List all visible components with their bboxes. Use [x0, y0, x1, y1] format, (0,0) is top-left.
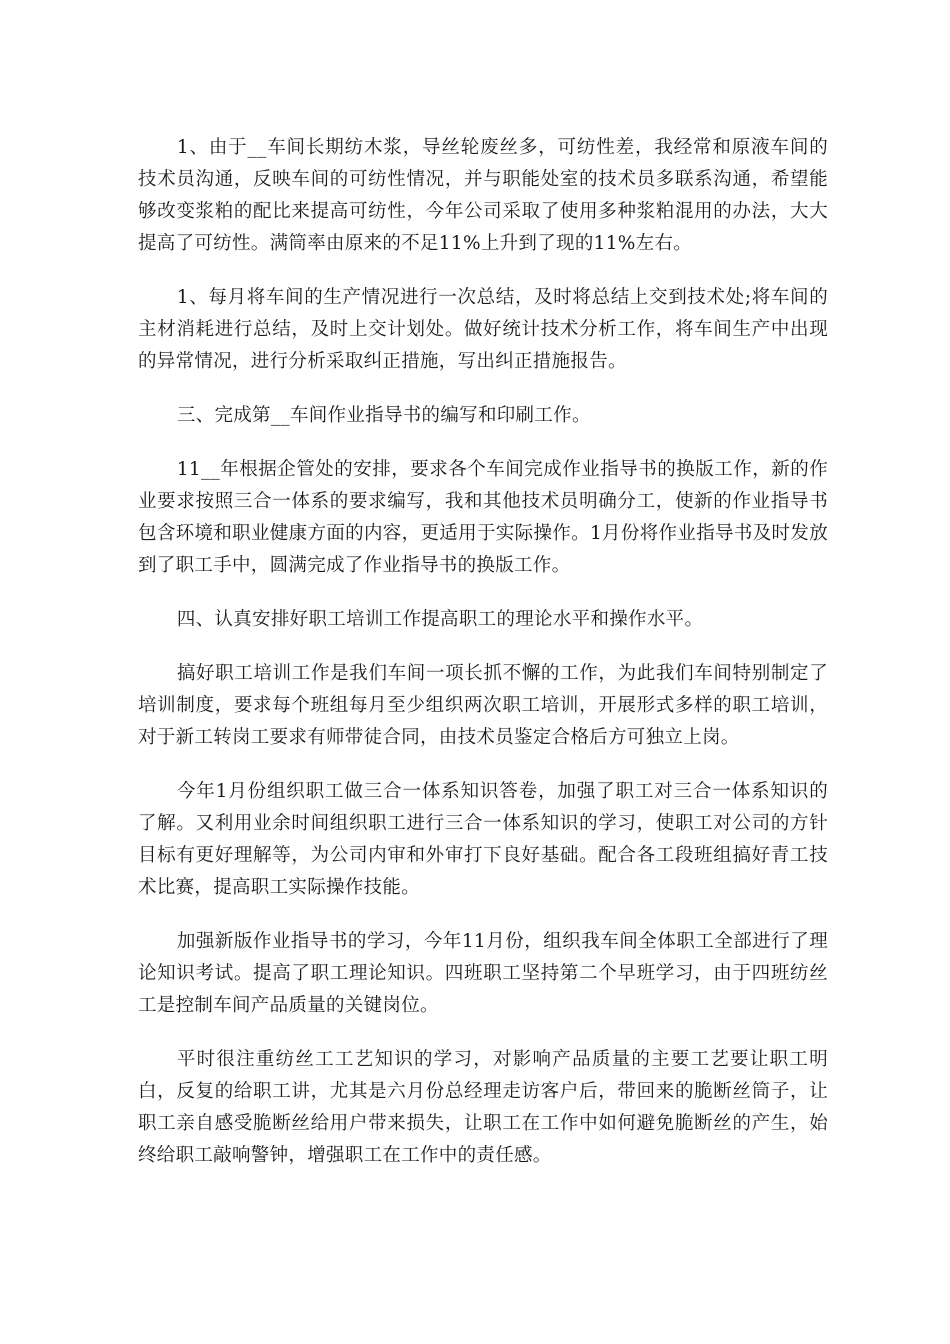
paragraph-1: 1、由于__车间长期纺木浆，导丝轮废丝多，可纺性差，我经常和原液车间的技术员沟通，反映车间的可纺性情况，并与职能处室的技术员多联系沟通，希望能够改变浆粕的配比来提高可纺性，今年公司采取了使用多种浆粕混用的办法，大大提高了可纺性。满筒率由原来的不足11%上升到了现的11%左右。 — [138, 137, 828, 254]
section-heading-4: 四、认真安排好职工培训工作提高职工的理论水平和操作水平。 — [176, 609, 704, 630]
document-body — [138, 132, 828, 1194]
paragraph-2: 1、每月将车间的生产情况进行一次总结，及时将总结上交到技术处;将车间的主材消耗进行总结，及时上交计划处。做好统计技术分析工作，将车间生产中出现的异常情况，进行分析采取纠正措施，写出纠正措施报告。 — [138, 287, 828, 372]
paragraph-6: 搞好职工培训工作是我们车间一项长抓不懈的工作，为此我们车间特别制定了培训制度，要求每个班组每月至少组织两次职工培训，开展形式多样的职工培训，对于新工转岗工要求有师带徒合同，由技术员鉴定合格后方可独立上岗。 — [138, 663, 828, 748]
paragraph-9: 平时很注重纺丝工工艺知识的学习，对影响产品质量的主要工艺要让职工明白，反复的给职工讲，尤其是六月份总经理走访客户后，带回来的脆断丝筒子，让职工亲自感受脆断丝给用户带来损失，让职工在工作中如何避免脆断丝的产生，始终给职工敲响警钟，增强职工在工作中的责任感。 — [138, 1049, 828, 1166]
paragraph-4: 11__年根据企管处的安排，要求各个车间完成作业指导书的换版工作，新的作业要求按照三合一体系的要求编写，我和其他技术员明确分工，使新的作业指导书包含环境和职业健康方面的内容，更适用于实际操作。1月份将作业指导书及时发放到了职工手中，圆满完成了作业指导书的换版工作。 — [138, 459, 828, 576]
section-heading-3: 三、完成第__车间作业指导书的编写和印刷工作。 — [176, 405, 591, 426]
paragraph-7: 今年1月份组织职工做三合一体系知识答卷，加强了职工对三合一体系知识的了解。又利用业余时间组织职工进行三合一体系知识的学习，使职工对公司的方针目标有更好理解等，为公司内审和外审打下良好基础。配合各工段班组搞好青工技术比赛，提高职工实际操作技能。 — [138, 781, 828, 898]
paragraph-8: 加强新版作业指导书的学习，今年11月份，组织我车间全体职工全部进行了理论知识考试。提高了职工理论知识。四班职工坚持第二个早班学习，由于四班纺丝工是控制车间产品质量的关键岗位。 — [138, 931, 828, 1016]
